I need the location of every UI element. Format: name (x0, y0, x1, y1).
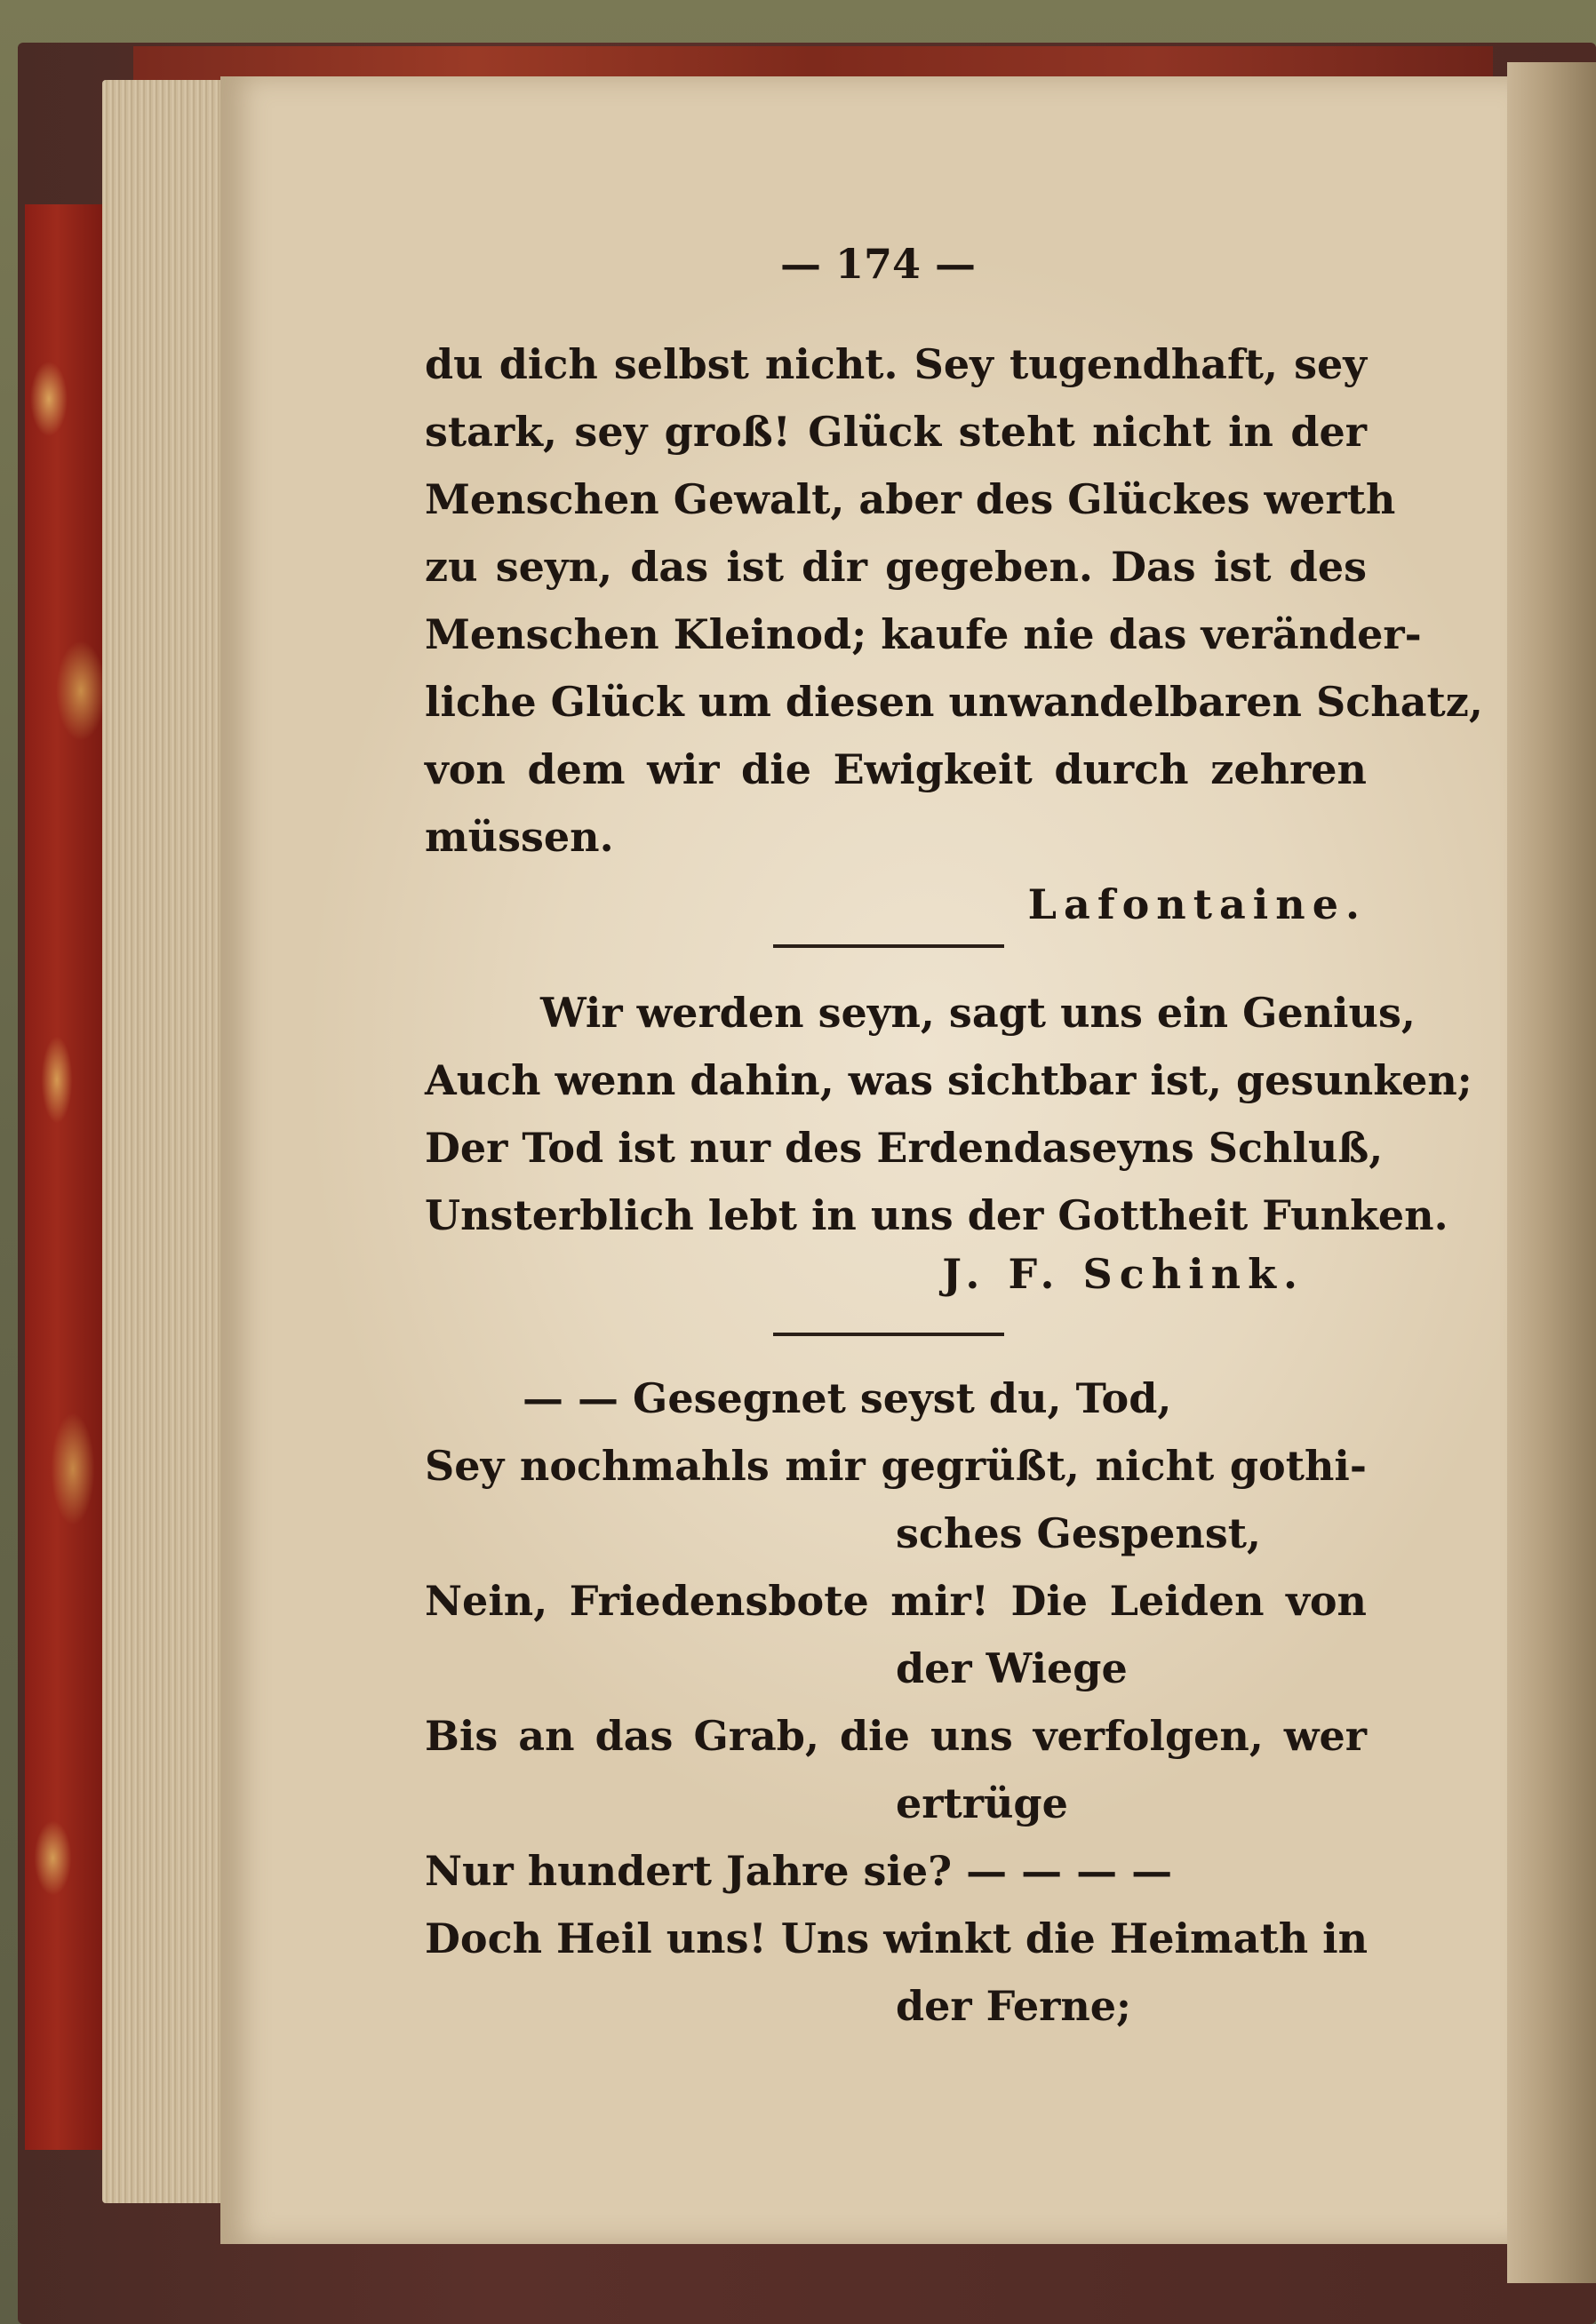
section-divider (773, 944, 1004, 948)
poem-line: sches Gespenst, (896, 1509, 1262, 1557)
poem-line: Bis an das Grab, die uns verfolgen, wer (425, 1712, 1367, 1760)
poem-line: der Wiege (896, 1644, 1128, 1692)
section-divider (773, 1333, 1004, 1336)
poem-line: der Ferne; (896, 1982, 1132, 2030)
prose-line: von dem wir die Ewigkeit durch zehren (425, 745, 1367, 793)
poem-line: Sey nochmahls mir gegrüßt, nicht gothi- (425, 1442, 1367, 1490)
poem-block-1 (425, 979, 1472, 1249)
poem-line: Doch Heil uns! Uns winkt die Heimath in (425, 1914, 1369, 1962)
poem-line: ertrüge (896, 1779, 1068, 1827)
prose-line: du dich selbst nicht. Sey tugendhaft, sey (425, 340, 1367, 388)
poem-line: Wir werden seyn, sagt uns ein Genius, (540, 989, 1416, 1037)
poem-line: Nein, Friedensbote mir! Die Leiden von (425, 1577, 1367, 1625)
prose-line: stark, sey groß! Glück steht nicht in der (425, 408, 1367, 456)
prose-line: Menschen Gewalt, aber des Glückes werth (425, 475, 1396, 523)
prose-line: müssen. (425, 813, 614, 861)
poem-line: Der Tod ist nur des Erdendaseyns Schluß, (425, 1124, 1384, 1172)
poem1-author: J. F. Schink. (942, 1250, 1305, 1298)
page-stack-edge (102, 80, 235, 2203)
page-number: — 174 — (779, 240, 977, 288)
prose-author: Lafontaine. (1027, 880, 1367, 928)
poem-block-2 (425, 1365, 1367, 2040)
poem-line: — — Gesegnet seyst du, Tod, (523, 1374, 1172, 1422)
poem-line: Unsterblich lebt in uns der Gottheit Funken. (425, 1191, 1448, 1239)
prose-line: liche Glück um diesen unwandelbaren Schatz, (425, 678, 1483, 726)
prose-line: Menschen Kleinod; kaufe nie das veränder- (425, 610, 1422, 658)
poem-line: Nur hundert Jahre sie? — — — — (425, 1847, 1173, 1895)
poem-line: Auch wenn dahin, was sichtbar ist, gesunken; (425, 1056, 1472, 1104)
prose-line: zu seyn, das ist dir gegeben. Das ist des (425, 543, 1367, 591)
facing-page-edge (1507, 62, 1596, 2283)
marbled-edge (25, 204, 105, 2150)
prose-block (425, 330, 1483, 938)
